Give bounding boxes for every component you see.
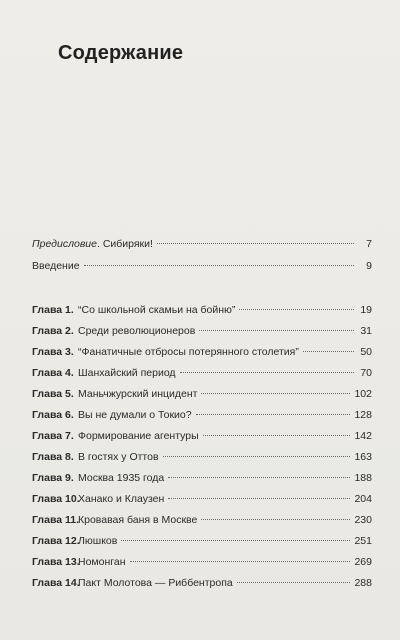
chapter-label: Глава 10. xyxy=(32,493,80,505)
chapter-title: Москва 1935 года xyxy=(78,472,165,484)
page-number: 31 xyxy=(360,325,372,337)
toc-entry-chapter-4[interactable] xyxy=(32,365,372,381)
toc-entry-chapter-7[interactable] xyxy=(32,428,372,444)
chapter-title: “Фанатичные отбросы потерянного столетия” xyxy=(78,346,299,358)
chapter-label: Глава 12. xyxy=(32,535,80,547)
dot-leader xyxy=(199,330,354,331)
page-title: Содержание xyxy=(58,42,184,64)
toc-entry-chapter-10[interactable] xyxy=(32,491,372,507)
chapter-label: Глава 4. xyxy=(32,367,74,379)
dot-leader xyxy=(84,265,354,266)
chapter-title: Кровавая баня в Москве xyxy=(78,514,198,526)
toc-entry-chapter-9[interactable] xyxy=(32,470,372,486)
chapter-label: Глава 7. xyxy=(32,430,74,442)
entry-title-rest: . Сибиряки! xyxy=(96,238,153,250)
dot-leader xyxy=(180,372,354,373)
dot-leader xyxy=(121,540,350,541)
page-number: 269 xyxy=(354,556,372,568)
page-number: 142 xyxy=(354,430,372,442)
dot-leader xyxy=(239,309,354,310)
page-number: 163 xyxy=(354,451,372,463)
page-number: 50 xyxy=(360,346,372,358)
dot-leader xyxy=(203,435,351,436)
dot-leader xyxy=(196,414,351,415)
page-number: 102 xyxy=(354,388,372,400)
toc-entry-chapter-3[interactable] xyxy=(32,344,372,360)
toc-entry-introduction[interactable] xyxy=(32,258,372,274)
page-number: 19 xyxy=(360,304,372,316)
toc-entry-chapter-11[interactable] xyxy=(32,512,372,528)
chapter-title: Формирование агентуры xyxy=(78,430,199,442)
toc-entry-chapter-8[interactable] xyxy=(32,449,372,465)
toc-entry-chapter-12[interactable] xyxy=(32,533,372,549)
dot-leader xyxy=(168,498,350,499)
chapter-label: Глава 14. xyxy=(32,577,80,589)
page-number: 251 xyxy=(354,535,372,547)
dot-leader xyxy=(157,243,354,244)
chapter-title: “Со школьной скамьи на бойню” xyxy=(78,304,236,316)
chapter-title: Маньчжурский инцидент xyxy=(78,388,198,400)
entry-title-italic: Предисловие xyxy=(32,238,97,250)
dot-leader xyxy=(201,393,350,394)
dot-leader xyxy=(237,582,351,583)
chapter-title: Среди революционеров xyxy=(78,325,196,337)
chapter-title: Ханако и Клаузен xyxy=(78,493,165,505)
toc-entry-preface[interactable] xyxy=(32,236,372,252)
toc-entry-chapter-14[interactable] xyxy=(32,575,372,591)
chapter-title: Люшков xyxy=(78,535,118,547)
page-number: 7 xyxy=(366,238,372,250)
chapter-label: Глава 1. xyxy=(32,304,74,316)
page-number: 9 xyxy=(366,260,372,272)
chapter-label: Глава 9. xyxy=(32,472,74,484)
toc-entry-chapter-2[interactable] xyxy=(32,323,372,339)
toc-entry-chapter-5[interactable] xyxy=(32,386,372,402)
page-number: 230 xyxy=(354,514,372,526)
dot-leader xyxy=(168,477,350,478)
dot-leader xyxy=(163,456,351,457)
page-number: 70 xyxy=(360,367,372,379)
toc-entry-chapter-13[interactable] xyxy=(32,554,372,570)
page-number: 204 xyxy=(354,493,372,505)
chapter-label: Глава 11. xyxy=(32,514,80,526)
chapter-label: Глава 3. xyxy=(32,346,74,358)
chapter-label: Глава 13. xyxy=(32,556,80,568)
chapter-title: Шанхайский период xyxy=(78,367,176,379)
chapter-title: В гостях у Оттов xyxy=(78,451,159,463)
entry-title: Введение xyxy=(32,260,80,272)
toc-entry-chapter-1[interactable] xyxy=(32,302,372,318)
toc-entry-chapter-6[interactable] xyxy=(32,407,372,423)
dot-leader xyxy=(303,351,354,352)
chapter-label: Глава 6. xyxy=(32,409,74,421)
chapter-title: Пакт Молотова — Риббентропа xyxy=(78,577,233,589)
chapter-label: Глава 2. xyxy=(32,325,74,337)
dot-leader xyxy=(130,561,351,562)
page-number: 288 xyxy=(354,577,372,589)
chapter-label: Глава 5. xyxy=(32,388,74,400)
page-number: 188 xyxy=(354,472,372,484)
entry-title xyxy=(32,236,153,252)
chapter-label: Глава 8. xyxy=(32,451,74,463)
dot-leader xyxy=(201,519,350,520)
chapter-title: Вы не думали о Токио? xyxy=(78,409,192,421)
chapter-title: Номонган xyxy=(78,556,126,568)
page-number: 128 xyxy=(354,409,372,421)
